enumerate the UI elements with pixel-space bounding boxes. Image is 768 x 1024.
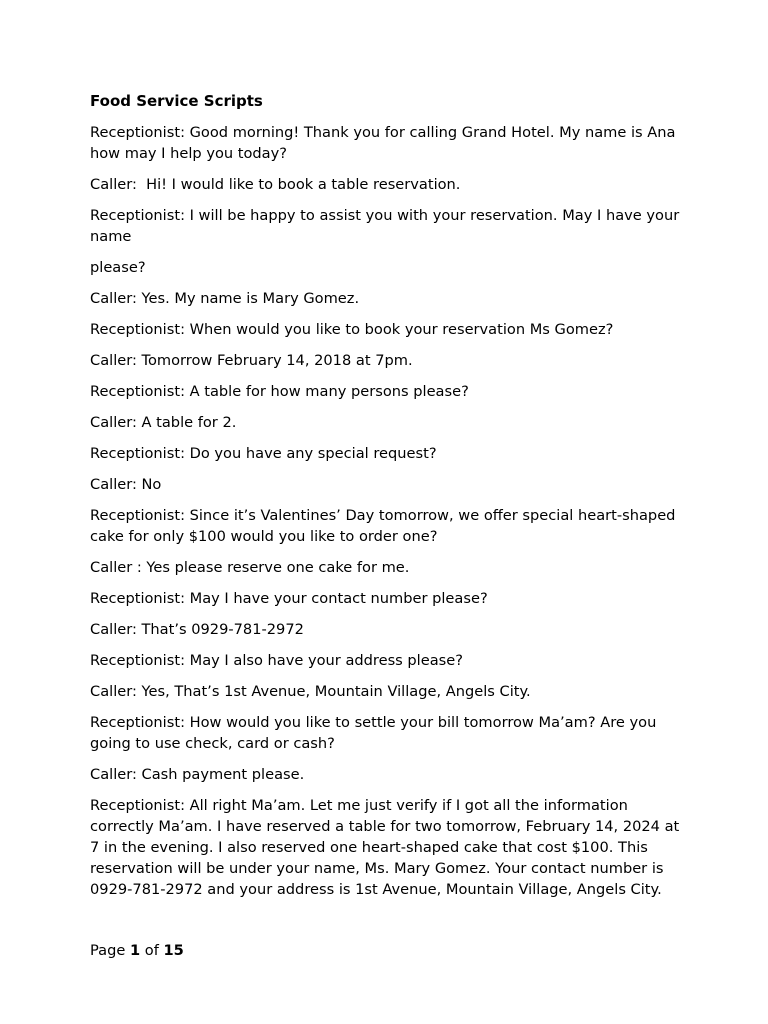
total-pages-number: 15 bbox=[163, 942, 184, 959]
script-line: Receptionist: May I have your contact number please? bbox=[90, 590, 488, 607]
script-line: Caller: That’s 0929-781-2972 bbox=[90, 621, 304, 638]
page-footer bbox=[90, 940, 184, 961]
script-line: Receptionist: Do you have any special request? bbox=[90, 445, 437, 462]
script-line: Receptionist: When would you like to book your reservation Ms Gomez? bbox=[90, 321, 614, 338]
script-line: Receptionist: How would you like to settle your bill tomorrow Ma’am? Are you going to use check, card or cash? bbox=[90, 714, 657, 752]
script-line: Receptionist: A table for how many persons please? bbox=[90, 383, 469, 400]
document-title: Food Service Scripts bbox=[90, 92, 263, 110]
script-line: Caller : Yes please reserve one cake for me. bbox=[90, 559, 410, 576]
script-line: Caller: Tomorrow February 14, 2018 at 7pm. bbox=[90, 352, 413, 369]
script-line: please? bbox=[90, 259, 146, 276]
script-line: Caller: Hi! I would like to book a table reservation. bbox=[90, 176, 461, 193]
script-line: Caller: A table for 2. bbox=[90, 414, 237, 431]
current-page-number: 1 bbox=[129, 942, 141, 959]
page-word: Page bbox=[90, 942, 126, 959]
of-word: of bbox=[144, 942, 159, 959]
script-line: Receptionist: May I also have your address please? bbox=[90, 652, 463, 669]
script-line: Receptionist: Since it’s Valentines’ Day tomorrow, we offer special heart-shaped cake for only $100 would you like to order one? bbox=[90, 507, 676, 545]
script-line: Receptionist: Good morning! Thank you for calling Grand Hotel. My name is Ana how may I help you today? bbox=[90, 124, 676, 162]
script-line: Caller: Yes. My name is Mary Gomez. bbox=[90, 290, 360, 307]
script-line: Receptionist: All right Ma’am. Let me just verify if I got all the information correctly Ma’am. I have reserved a table for two tomorrow, February 14, 2024 at 7 in the evening. I also reserved one heart-shaped cake that cost $100. This reservation will be under your name, Ms. Mary Gomez. Your contact number is 0929-781-2972 and your address is 1st Avenue, Mountain Village, Angels City. bbox=[90, 797, 680, 898]
script-body bbox=[90, 122, 680, 900]
document-page bbox=[90, 91, 680, 910]
script-line: Receptionist: I will be happy to assist you with your reservation. May I have your name bbox=[90, 207, 680, 245]
script-line: Caller: Cash payment please. bbox=[90, 766, 305, 783]
script-line: Caller: Yes, That’s 1st Avenue, Mountain Village, Angels City. bbox=[90, 683, 531, 700]
script-line: Caller: No bbox=[90, 476, 162, 493]
